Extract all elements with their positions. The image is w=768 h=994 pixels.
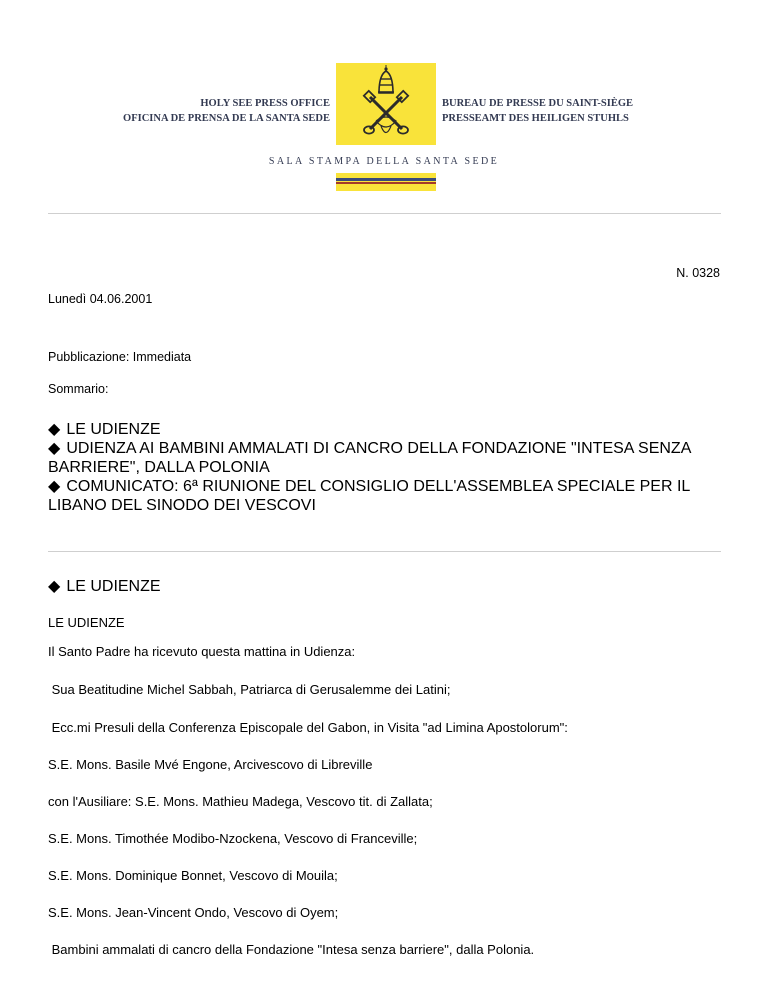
header-right-titles: [442, 96, 633, 126]
diamond-bullet-icon: ◆: [48, 578, 61, 595]
summary-link-label: UDIENZA AI BAMBINI AMMALATI DI CANCRO DELLA FONDAZIONE "INTESA SENZA BARRIERE", DALLA POLONIA: [48, 440, 691, 476]
diamond-bullet-icon: ◆: [48, 421, 61, 438]
paragraph: con l'Ausiliare: S.E. Mons. Mathieu Madega, Vescovo tit. di Zallata;: [48, 794, 433, 809]
paragraph: S.E. Mons. Basile Mvé Engone, Arcivescovo di Libreville: [48, 757, 373, 772]
paragraph: Il Santo Padre ha ricevuto questa mattina in Udienza:: [48, 644, 356, 659]
press-office-header: [0, 0, 768, 200]
summary-divider: [48, 551, 721, 552]
paragraph: S.E. Mons. Timothée Modibo-Nzockena, Vescovo di Franceville;: [48, 831, 418, 846]
header-right-line-1: BUREAU DE PRESSE DU SAINT-SIÈGE: [442, 98, 633, 109]
papal-coat-of-arms-icon: [336, 63, 436, 145]
paragraph: Ecc.mi Presuli della Conferenza Episcopale del Gabon, in Visita "ad Limina Apostolorum":: [48, 720, 568, 735]
header-stripe-red: [336, 182, 436, 184]
header-left-titles: [123, 96, 330, 126]
bulletin-date: Lunedì 04.06.2001: [48, 292, 153, 306]
header-left-line-1: HOLY SEE PRESS OFFICE: [200, 98, 330, 109]
diamond-bullet-icon: ◆: [48, 478, 61, 495]
summary-link-le-udienze[interactable]: [48, 420, 738, 439]
summary-link-label: LE UDIENZE: [66, 421, 161, 438]
paragraph: Sua Beatitudine Michel Sabbah, Patriarca di Gerusalemme dei Latini;: [48, 682, 451, 697]
paragraph: S.E. Mons. Jean-Vincent Ondo, Vescovo di Oyem;: [48, 905, 339, 920]
section-heading-text: LE UDIENZE: [66, 578, 161, 595]
summary-link-comunicato[interactable]: [48, 477, 738, 515]
coat-of-arms-logo: [336, 63, 436, 145]
publication-status: Pubblicazione: Immediata: [48, 350, 192, 364]
summary-link-label: COMUNICATO: 6ª RIUNIONE DEL CONSIGLIO DELL'ASSEMBLEA SPECIALE PER IL LIBANO DEL SINODO DEI VESCOVI: [48, 478, 690, 514]
header-left-line-2: OFICINA DE PRENSA DE LA SANTA SEDE: [123, 113, 330, 124]
section-heading: [48, 576, 161, 596]
paragraph: Bambini ammalati di cancro della Fondazione "Intesa senza barriere", dalla Polonia.: [48, 942, 535, 957]
diamond-bullet-icon: ◆: [48, 440, 61, 457]
summary-label: Sommario:: [48, 382, 109, 396]
header-right-line-2: PRESSEAMT DES HEILIGEN STUHLS: [442, 113, 629, 124]
sala-stampa-title: SALA STAMPA DELLA SANTA SEDE: [268, 156, 500, 167]
bulletin-number: N. 0328: [676, 266, 720, 280]
summary-list: [48, 420, 738, 515]
header-divider: [48, 213, 721, 214]
summary-link-udienza-bambini[interactable]: [48, 439, 738, 477]
paragraph: LE UDIENZE: [48, 615, 125, 630]
paragraph: S.E. Mons. Dominique Bonnet, Vescovo di Mouila;: [48, 868, 338, 883]
header-stripe-blue: [336, 178, 436, 181]
